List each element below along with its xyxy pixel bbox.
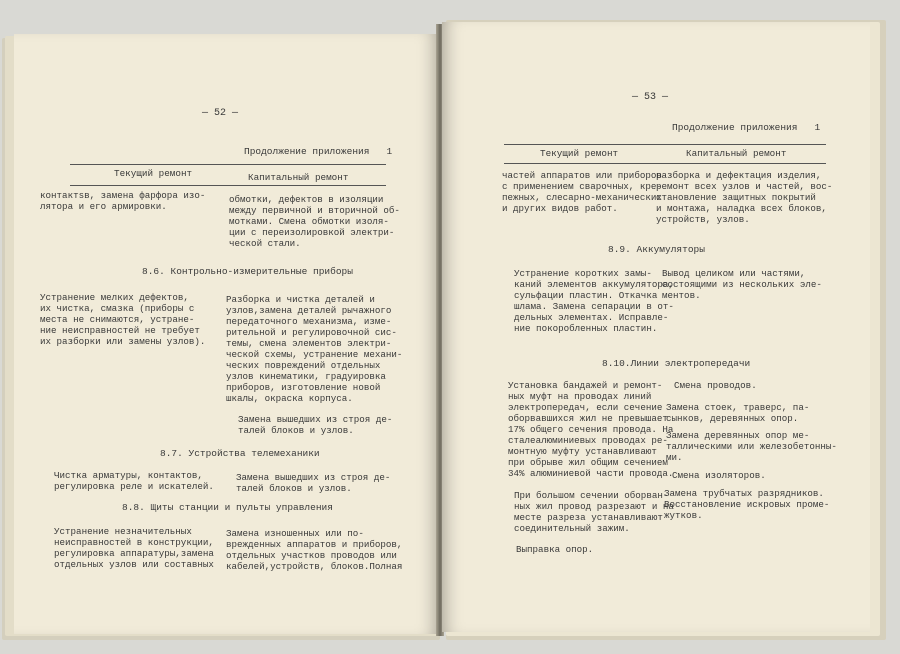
table-header-rule bbox=[70, 185, 386, 186]
text-current: Устранение коротких замы- каний элементов аккумулятора, сульфации пластин. Откачка шлама. Замена сепарации в от- дельных элементах. Исправле- ние покоробленных пластин. bbox=[514, 268, 674, 334]
section-title: 8.10.Линии электропередачи bbox=[602, 358, 751, 369]
text-capital: Смена проводов. bbox=[674, 380, 757, 391]
text-current: Выправка опор. bbox=[516, 544, 594, 555]
table-top-rule bbox=[504, 144, 826, 145]
table-header-rule bbox=[504, 163, 826, 164]
text-capital: Замена вышедших из строя де- талей блоков и узлов. bbox=[236, 472, 391, 494]
text-capital: Замена изношенных или по- врежденных аппаратов и приборов, отдельных участков проводов или кабелей,устройств, блоков.Полная bbox=[226, 528, 403, 572]
section-title: 8.7. Устройства телемеханики bbox=[160, 448, 320, 459]
table-top-rule bbox=[70, 164, 386, 165]
text-capital-top: разборка и дефектация изделия, ремонт всех узлов и частей, вос- становление защитных покрытий и монтажа, наладка всех блоков, устройств, узлов. bbox=[656, 170, 833, 225]
text-capital: Замена стоек, траверс, па- сынков, деревянных опор. bbox=[666, 402, 810, 424]
text-capital: Смена изоляторов. bbox=[672, 470, 766, 481]
text-current-top: частей аппаратов или приборов с применением сварочных, кре- пежных, слесарно-механических и других видов работ. bbox=[502, 170, 662, 214]
text-capital: Разборка и чистка деталей и узлов,замена деталей рычажного передаточного механизма, изме- рительной и регулировочной сис- темы, смена элементов электри- ческой схемы, устранение механи- ческих повреждений отдельных узлов кинематики, градуировка приборов, изготовление новой шкалы, окраска корпуса. bbox=[226, 294, 403, 404]
continuation-header: Продолжение приложения 1 bbox=[244, 146, 393, 157]
section-title: 8.6. Контрольно-измерительные приборы bbox=[142, 266, 353, 277]
page-number: — 52 — bbox=[202, 108, 239, 119]
text-current: При большом сечении оборван- ных жил провод разрезают и на месте разреза устанавливают соединительный зажим. bbox=[514, 490, 674, 534]
text-capital-top: обмотки, дефектов в изоляции между первичной и вторичной об- мотками. Смена обмотки изоля- ции с переизолировкой электри- ческой стали. bbox=[229, 194, 400, 249]
col-header-current: Текущий ремонт bbox=[114, 168, 193, 179]
col-header-current: Текущий ремонт bbox=[540, 148, 619, 159]
text-capital: Замена деревянных опор ме- таллическими или железобетонны- ми. bbox=[666, 430, 837, 463]
section-title: 8.9. Аккумуляторы bbox=[608, 244, 705, 255]
section-title: 8.8. Щиты станции и пульты управления bbox=[122, 502, 333, 513]
text-current: Чистка арматуры, контактов, регулировка реле и искателей. bbox=[54, 470, 214, 492]
col-header-capital: Капитальный ремонт bbox=[686, 148, 787, 159]
text-capital: Замена трубчатых разрядников. Восстановление искровых проме- жутков. bbox=[664, 488, 830, 521]
page-number: — 53 — bbox=[632, 92, 669, 103]
col-header-capital: Капитальный ремонт bbox=[248, 172, 349, 183]
right-page bbox=[442, 22, 870, 632]
left-page bbox=[14, 34, 438, 634]
text-current: Установка бандажей и ремонт- ных муфт на проводах линий электропередач, если сечение оборвавшихся жил не превышает 17% общего сечения провода. На сталеалюминиевых проводах ре- монтную муфту устанавливают при обрыве жил общим сечением 34% алюминиевой части провода. bbox=[508, 380, 674, 479]
text-current-top: контактsв, замена фарфора изо- лятора и его армировки. bbox=[40, 190, 206, 212]
continuation-header: Продолжение приложения 1 bbox=[672, 122, 821, 133]
text-current: Устранение незначительных неисправностей в конструкции, регулировка аппаратуры,замена отдельных узлов или составных bbox=[54, 526, 214, 570]
text-capital: Вывод целиком или частями, состоящими из нескольких эле- ментов. bbox=[662, 268, 822, 301]
text-current: Устранение мелких дефектов, их чистка, смазка (приборы с места не снимаются, устране- ние неисправностей не требует их разборки или замены узлов). bbox=[40, 292, 206, 347]
text-capital: Замена вышедших из строя де- талей блоков и узлов. bbox=[238, 414, 393, 436]
